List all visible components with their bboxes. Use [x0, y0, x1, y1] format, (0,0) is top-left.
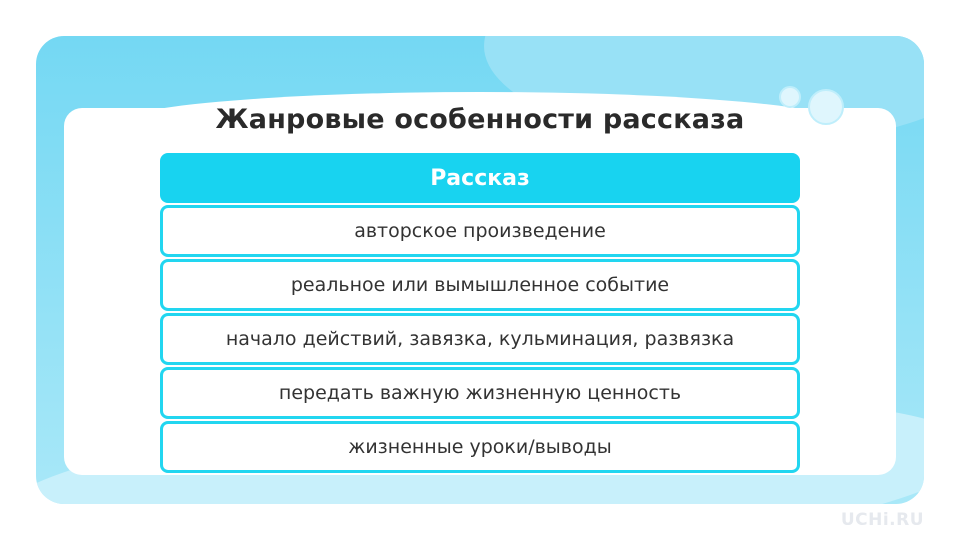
features-table: [160, 153, 800, 473]
table-row: начало действий, завязка, кульминация, развязка: [160, 313, 800, 365]
table-row: жизненные уроки/выводы: [160, 421, 800, 473]
table-row: авторское произведение: [160, 205, 800, 257]
slide-title: Жанровые особенности рассказа: [215, 104, 745, 135]
table-row: реальное или вымышленное событие: [160, 259, 800, 311]
uchi-logo: UCHi.RU: [840, 510, 924, 530]
table-row: передать важную жизненную ценность: [160, 367, 800, 419]
table-header: Рассказ: [160, 153, 800, 203]
